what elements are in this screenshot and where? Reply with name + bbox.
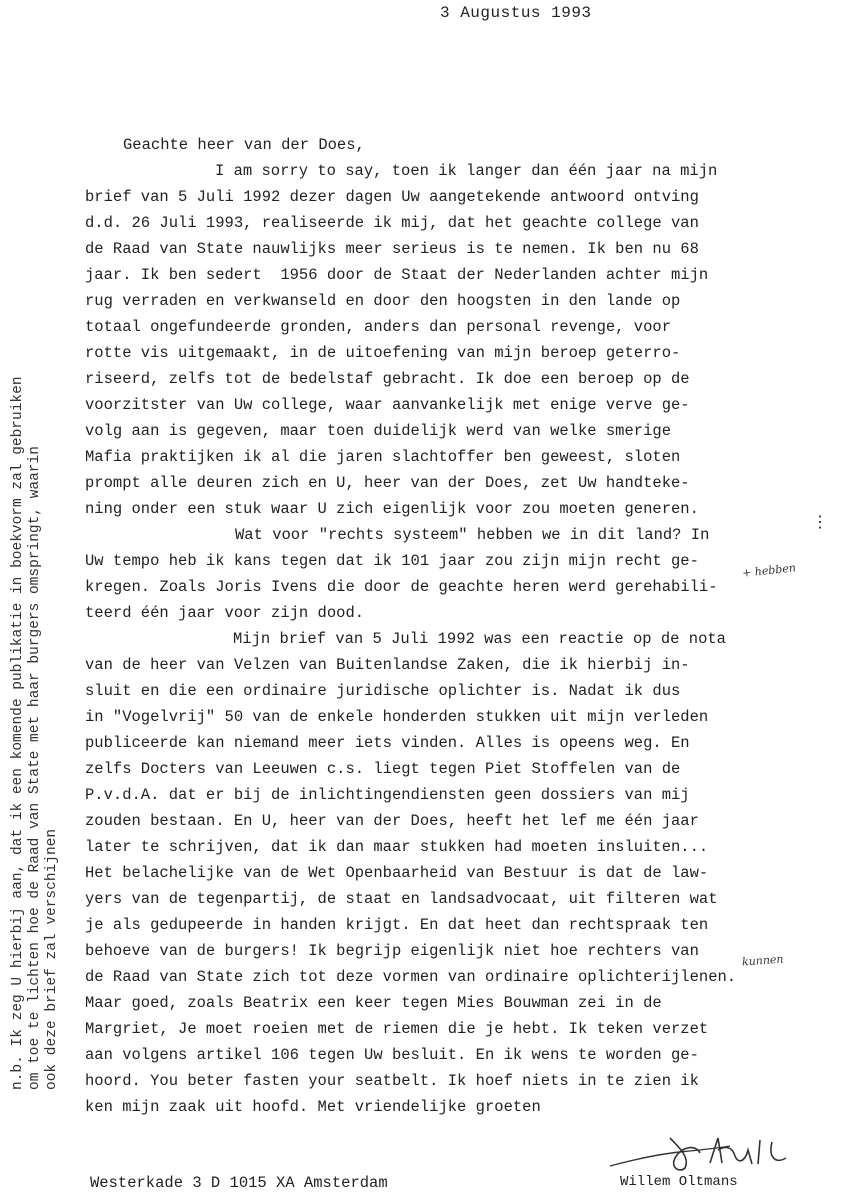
salutation: Geachte heer van der Does, <box>123 136 365 154</box>
sender-address: Westerkade 3 D 1015 XA Amsterdam <box>90 1174 388 1192</box>
body-line: in "Vogelvrij" 50 van de enkele honderden stukken uit mijn verleden <box>85 708 709 726</box>
body-line: rug verraden en verkwanseld en door den hoogsten in den lande op <box>85 292 681 310</box>
body-line: Uw tempo heb ik kans tegen dat ik 101 jaar zou zijn mijn recht ge- <box>85 552 699 570</box>
body-line: de Raad van State nauwlijks meer serieus is te nemen. Ik ben nu 68 <box>85 240 699 258</box>
body-line: P.v.d.A. dat er bij de inlichtingendiensten geen dossiers van mij <box>85 786 690 804</box>
body-line: kregen. Zoals Joris Ivens die door de geachte heren werd gerehabili- <box>85 578 718 596</box>
body-line: ning onder een stuk waar U zich eigenlijk voor zou moeten generen. <box>85 500 699 518</box>
body-line: Margriet, Je moet roeien met de riemen die je hebt. Ik teken verzet <box>85 1020 709 1038</box>
body-line: Mijn brief van 5 Juli 1992 was een reactie op de nota <box>233 630 726 648</box>
handwritten-signature <box>600 1128 830 1178</box>
body-line: Maar goed, zoals Beatrix een keer tegen Mies Bouwman zei in de <box>85 994 662 1012</box>
body-line: publiceerde kan niemand meer iets vinden. Alles is opeens weg. En <box>85 734 690 752</box>
body-line: van de heer van Velzen van Buitenlandse Zaken, die ik hierbij in- <box>85 656 690 674</box>
body-line: Mafia praktijken ik al die jaren slachtoffer ben geweest, sloten <box>85 448 681 466</box>
body-line: zouden bestaan. En U, heer van der Does, heeft het lef me één jaar <box>85 812 699 830</box>
body-line: ken mijn zaak uit hoofd. Met vriendelijke groeten <box>85 1098 541 1116</box>
body-line: rotte vis uitgemaakt, in de uitoefening van mijn beroep geterro- <box>85 344 681 362</box>
body-line: hoord. You beter fasten your seatbelt. Ik hoef niets in te zien ik <box>85 1072 699 1090</box>
body-line: behoeve van de burgers! Ik begrijp eigenlijk niet hoe rechters van <box>85 942 699 960</box>
body-line: voorzitster van Uw college, waar aanvankelijk met enige verve ge- <box>85 396 690 414</box>
margin-note-line: om toe te lichten hoe de Raad van State met haar burgers omspringt, waarin <box>27 446 43 1090</box>
body-line: yers van de tegenpartij, de staat en landsadvocaat, uit filteren wat <box>85 890 718 908</box>
body-line: Wat voor "rechts systeem" hebben we in dit land? In <box>235 526 710 544</box>
body-line: teerd één jaar voor zijn dood. <box>85 604 365 622</box>
body-line: brief van 5 Juli 1992 dezer dagen Uw aangetekende antwoord ontving <box>85 188 699 206</box>
margin-note <box>10 80 61 1090</box>
body-line: zelfs Docters van Leeuwen c.s. liegt tegen Piet Stoffelen van de <box>85 760 681 778</box>
body-line: de Raad van State zich tot deze vormen van ordinaire oplichterijlenen. <box>85 968 737 986</box>
letter-body <box>85 132 845 1120</box>
body-line: prompt alle deuren zich en U, heer van der Does, zet Uw handteke- <box>85 474 690 492</box>
body-line: je als gedupeerde in handen krijgt. En dat heet dan rechtspraak ten <box>85 916 709 934</box>
body-line: later te schrijven, dat ik dan maar stukken had moeten insluiten... <box>85 838 709 856</box>
margin-note-line: n.b. Ik zeg U hierbij aan, dat ik een komende publikatie in boekvorm zal gebruiken <box>10 376 26 1090</box>
body-line: aan volgens artikel 106 tegen Uw besluit. En ik wens te worden ge- <box>85 1046 699 1064</box>
body-line: totaal ongefundeerde gronden, anders dan personal revenge, voor <box>85 318 671 336</box>
body-line: Het belachelijke van de Wet Openbaarheid van Bestuur is dat de law- <box>85 864 709 882</box>
body-line: jaar. Ik ben sedert 1956 door de Staat der Nederlanden achter mijn <box>85 266 709 284</box>
body-line: sluit en die een ordinaire juridische oplichter is. Nadat ik dus <box>85 682 681 700</box>
letter-date: 3 Augustus 1993 <box>440 4 592 22</box>
body-line: I am sorry to say, toen ik langer dan één jaar na mijn <box>215 162 718 180</box>
handwritten-annotation-kunnen: kunnen <box>741 952 784 969</box>
ellipsis-mark: ⋮ <box>812 514 828 532</box>
body-line: riseerd, zelfs tot de bedelstaf gebracht. Ik doe een beroep op de <box>85 370 690 388</box>
handwritten-annotation-hebben: + hebben <box>741 561 797 580</box>
margin-note-line: ook deze brief zal verschijnen <box>44 828 60 1090</box>
signature-name: Willem Oltmans <box>620 1174 738 1190</box>
body-line: d.d. 26 Juli 1993, realiseerde ik mij, dat het geachte college van <box>85 214 699 232</box>
body-line: volg aan is gegeven, maar toen duidelijk werd van welke smerige <box>85 422 671 440</box>
